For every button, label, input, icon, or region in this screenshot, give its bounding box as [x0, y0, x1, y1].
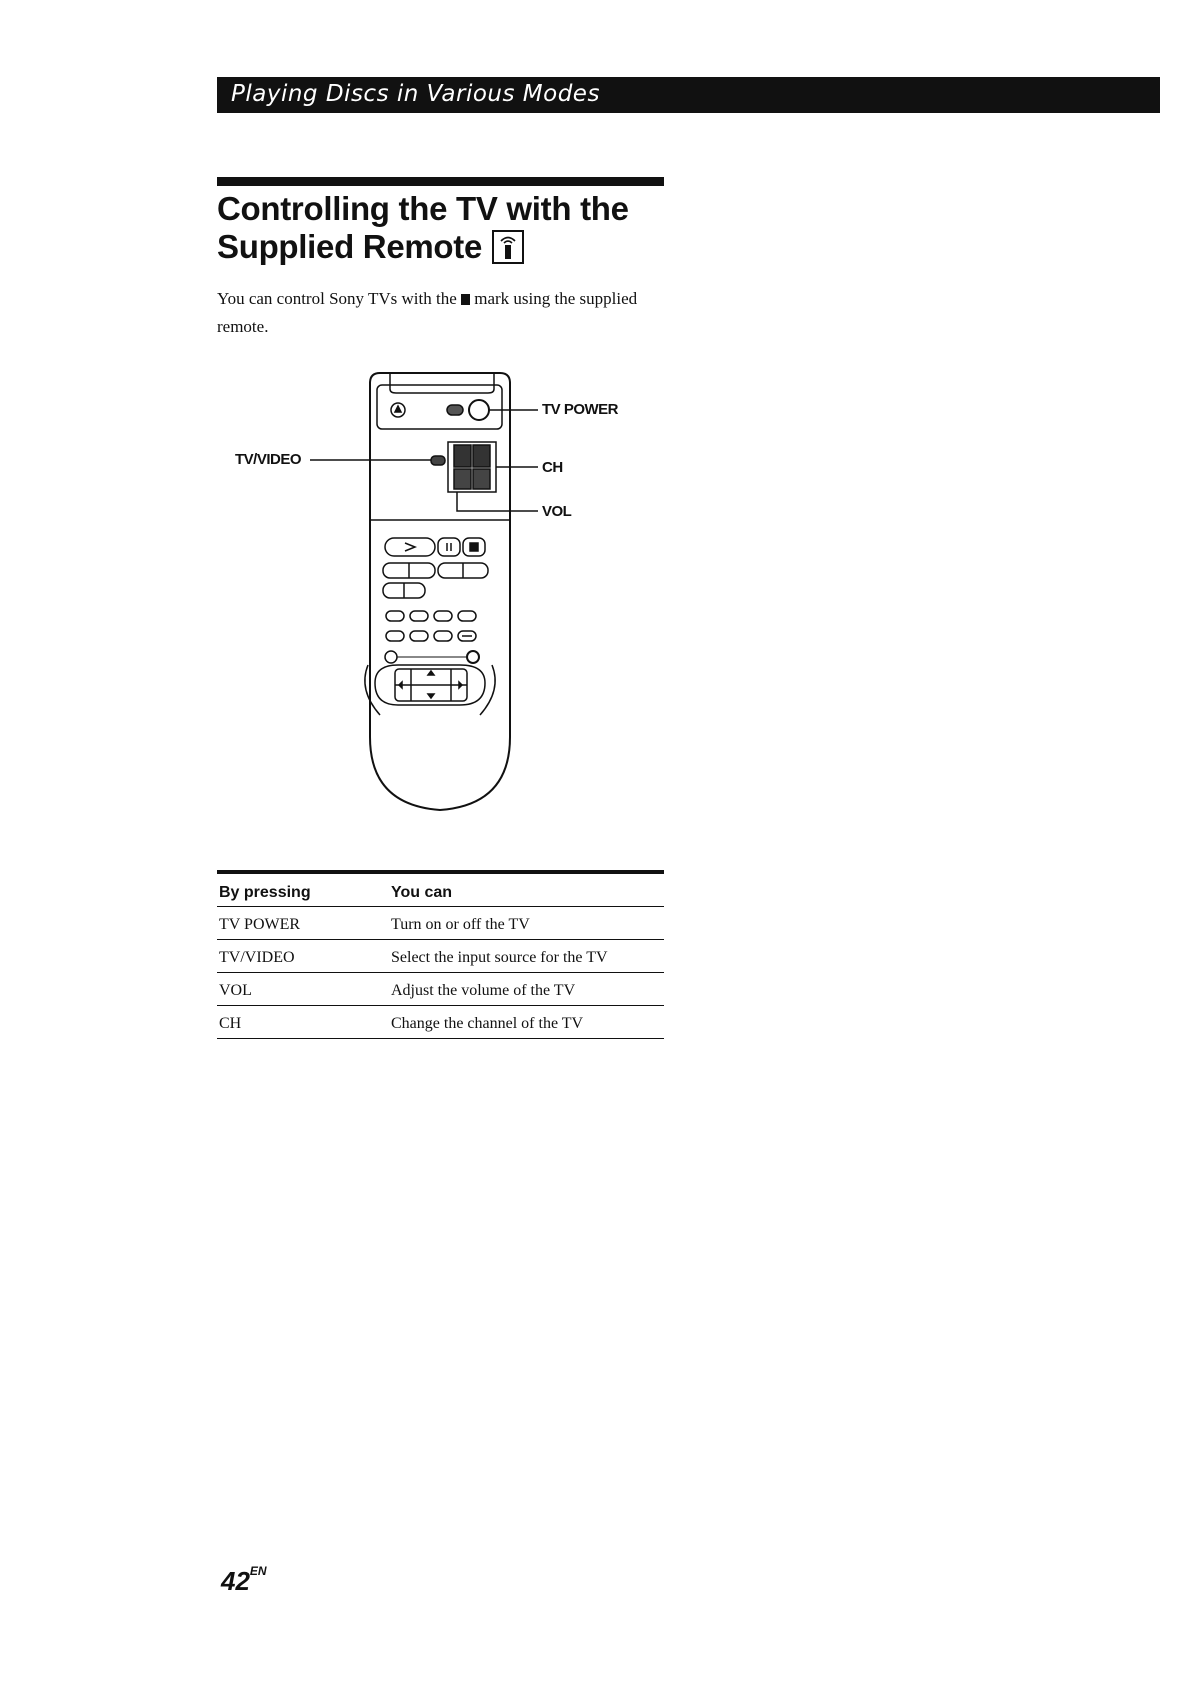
intro-paragraph	[217, 285, 667, 341]
remote-illustration	[240, 365, 640, 835]
section-banner	[217, 77, 1160, 113]
column-header: By pressing	[217, 872, 389, 907]
table-row	[217, 907, 664, 940]
sony-mark-icon	[461, 294, 470, 305]
table-cell: TV POWER	[217, 907, 389, 940]
table-cell: Select the input source for the TV	[389, 940, 664, 973]
table-cell: CH	[217, 1006, 389, 1039]
title-line-2: Supplied Remote	[217, 228, 483, 265]
table-header-row	[217, 872, 664, 907]
table-row	[217, 940, 664, 973]
column-header: You can	[389, 872, 664, 907]
page-title	[217, 190, 677, 266]
table-cell: TV/VIDEO	[217, 940, 389, 973]
intro-text-1: You can control Sony TVs with the	[217, 289, 461, 308]
remote-diagram	[235, 365, 640, 835]
function-table	[217, 870, 664, 1039]
title-rule	[217, 177, 664, 186]
remote-icon	[492, 230, 524, 264]
label-tv-power: TV POWER	[542, 401, 619, 418]
page-number-suffix: EN	[249, 1564, 267, 1578]
page-number-value: 42	[221, 1566, 250, 1596]
intro-text-2: mark using the supplied remote.	[217, 289, 638, 336]
table-row	[217, 1006, 664, 1039]
label-vol: VOL	[542, 503, 572, 520]
label-tv-video: TV/VIDEO	[235, 451, 302, 468]
title-line-1: Controlling the TV with the	[217, 190, 629, 227]
banner-text: Playing Discs in Various Modes	[231, 81, 600, 107]
table-row	[217, 973, 664, 1006]
table-cell: Adjust the volume of the TV	[389, 973, 664, 1006]
table-cell: Change the channel of the TV	[389, 1006, 664, 1039]
label-ch: CH	[542, 459, 563, 476]
page-number	[221, 1566, 267, 1597]
table-cell: VOL	[217, 973, 389, 1006]
table-cell: Turn on or off the TV	[389, 907, 664, 940]
